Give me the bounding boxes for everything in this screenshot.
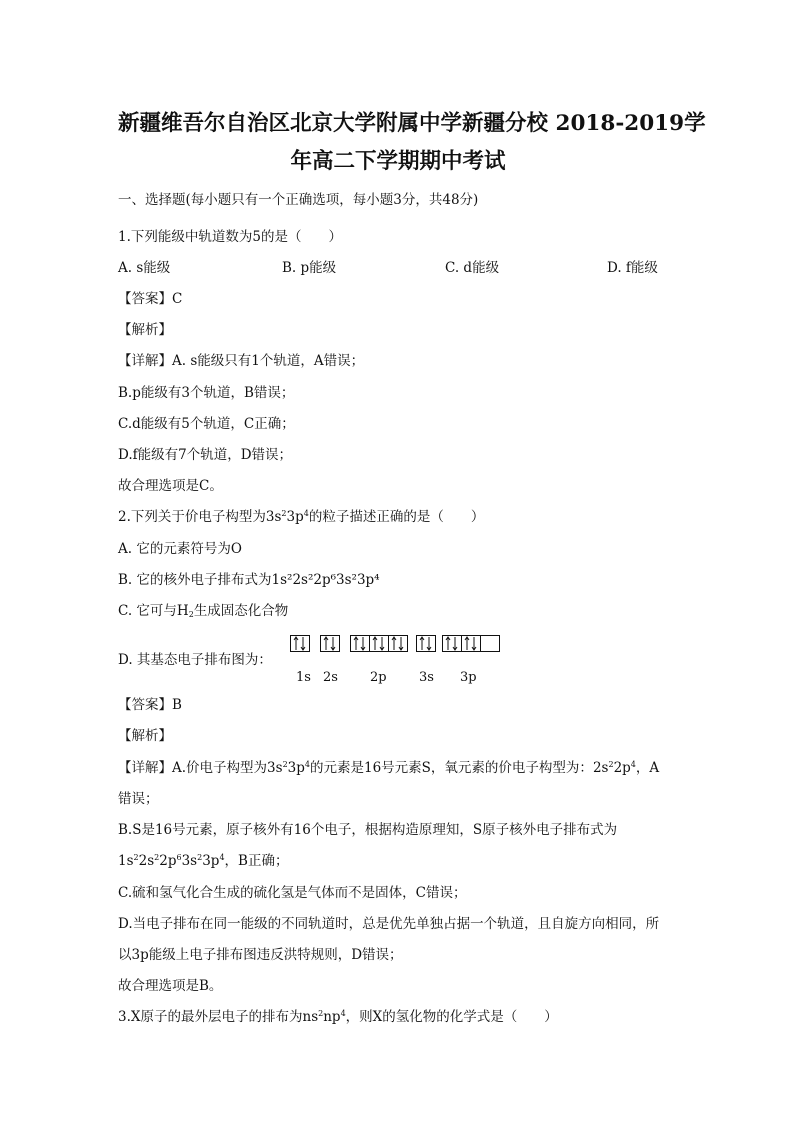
- q1-stem: 1.下列能级中轨道数为5的是（ ）: [118, 229, 342, 245]
- q1-option-b: B. p能级: [282, 260, 337, 276]
- q1-analysis-label: 【解析】: [118, 322, 172, 338]
- q1-detail-4: D.f能级有7个轨道，D错误；: [118, 447, 293, 463]
- orbital-1s: [291, 636, 310, 652]
- q1-option-a: A. s能级: [118, 260, 171, 276]
- q3-stem: 3.X原子的最外层电子的排布为$ns^2np^4$，则X的氢化物的化学式是（ ）: [118, 1009, 558, 1025]
- q2-answer: 【答案】B: [118, 697, 182, 713]
- orbital-diagram: [290, 634, 502, 690]
- orbital-3p: [443, 636, 500, 652]
- title-line-1: 新疆维吾尔自治区北京大学附属中学新疆分校 2018-2019学: [118, 111, 706, 136]
- q1-detail-1: 【详解】A. s能级只有1个轨道，A错误；: [118, 353, 365, 369]
- q2-stem: 2.下列关于价电子构型为$3s^23p^4$的粒子描述正确的是（ ）: [118, 509, 485, 525]
- orbital-label-2p: 2p: [370, 670, 387, 685]
- q1-option-d: D. f能级: [607, 260, 658, 276]
- q2-detail-b-cont: $1s^22s^22p^63s^23p^4$，B正确；: [118, 853, 289, 869]
- q2-detail-b: B.S是16号元素，原子核外有16个电子，根据构造原理知，S原子核外电子排布式为: [118, 822, 618, 838]
- q1-detail-2: B.p能级有3个轨道，B错误；: [118, 385, 295, 401]
- orbital-3s: [417, 636, 436, 652]
- q2-option-c: C. 它可与$H_2$生成固态化合物: [118, 603, 289, 619]
- q2-detail-d-cont: 以3p能级上电子排布图违反洪特规则，D错误；: [118, 947, 403, 963]
- q2-detail-a-cont: 错误；: [118, 791, 159, 807]
- q1-answer: 【答案】C: [118, 291, 183, 307]
- q2-option-a: A. 它的元素符号为O: [118, 541, 242, 557]
- q1-option-c: C. d能级: [445, 260, 500, 276]
- orbital-label-2s: 2s: [323, 670, 338, 685]
- q2-detail-a: 【详解】A.价电子构型为$3s^23p^4$的元素是16号元素S，氧元素的价电子构型为：$2s^22p^4$，A: [118, 760, 660, 776]
- orbital-boxes: [290, 634, 502, 654]
- q2-analysis-label: 【解析】: [118, 728, 172, 744]
- orbital-label-3s: 3s: [419, 670, 434, 685]
- q2-detail-d: D.当电子排布在同一能级的不同轨道时，总是优先单独占据一个轨道，且自旋方向相同，所: [118, 916, 660, 932]
- orbital-label-1s: 1s: [296, 670, 311, 685]
- q2-option-b: B. 它的核外电子排布式为1s²2s²2p⁶3s²3p⁴: [118, 572, 380, 588]
- q1-detail-3: C.d能级有5个轨道，C正确；: [118, 416, 295, 432]
- q2-option-d: D. 其基态电子排布图为：: [118, 652, 272, 668]
- orbital-2s: [321, 636, 340, 652]
- orbital-label-3p: 3p: [460, 670, 477, 685]
- orbital-2p: [351, 636, 408, 652]
- q2-detail-c: C.硫和氢气化合生成的硫化氢是气体而不是固体，C错误；: [118, 885, 467, 901]
- q2-conclusion: 故合理选项是B。: [118, 978, 223, 994]
- title-line-2: 年高二下学期期中考试: [290, 149, 506, 174]
- q1-conclusion: 故合理选项是C。: [118, 478, 223, 494]
- section-heading: 一、选择题(每小题只有一个正确选项，每小题3分，共48分): [118, 192, 479, 208]
